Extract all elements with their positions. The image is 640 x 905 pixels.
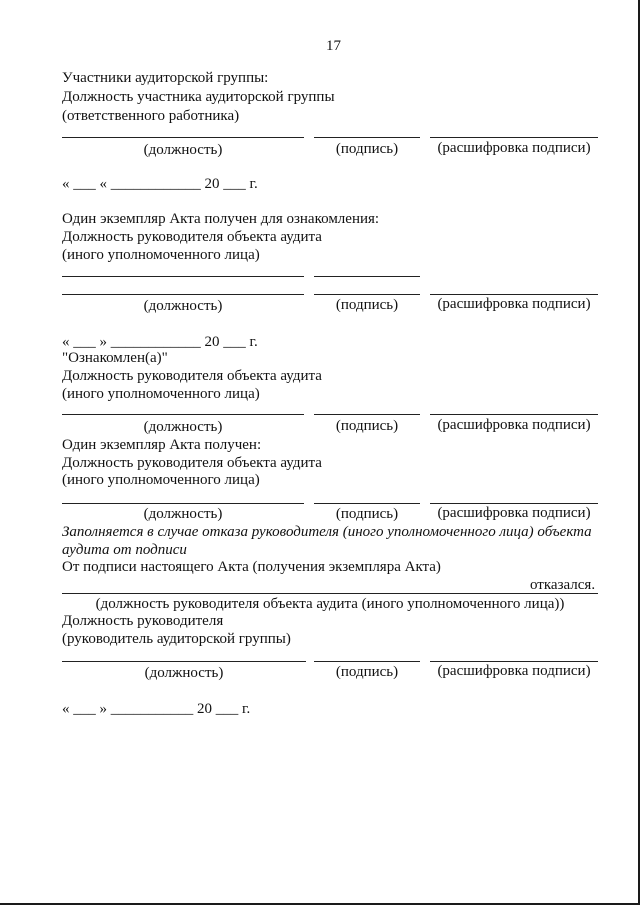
date-line: « ___ « ____________ 20 ___ г.	[62, 176, 258, 192]
page-number: 17	[326, 38, 341, 54]
signature-blank-line	[314, 137, 420, 138]
decoding-blank-line	[430, 414, 598, 415]
copy-received-heading: Один экземпляр Акта получен для ознакомления:	[62, 211, 380, 227]
decoding-blank-line	[430, 661, 598, 662]
position-caption: (должность)	[143, 506, 223, 522]
audit-group-heading: Участники аудиторской группы:	[62, 70, 269, 86]
refusal-statement: От подписи настоящего Акта (получения экземпляра Акта)	[62, 559, 441, 575]
signature-caption: (подпись)	[335, 141, 399, 157]
signature-caption: (подпись)	[335, 297, 399, 313]
refusal-instruction-line2: аудита от подписи	[62, 542, 187, 558]
position-caption: (должность)	[143, 298, 223, 314]
signature-blank-line	[314, 503, 420, 504]
acknowledged-heading: "Ознакомлен(а)"	[62, 350, 168, 366]
position-blank-line	[62, 661, 306, 662]
copy-received-heading: Один экземпляр Акта получен:	[62, 437, 262, 453]
position-caption: (должность)	[143, 419, 223, 435]
date-line: « ___ » ___________ 20 ___ г.	[62, 701, 251, 717]
decoding-blank-line	[430, 137, 598, 138]
signature-caption: (подпись)	[335, 418, 399, 434]
audit-member-position-note: (ответственного работника)	[62, 108, 240, 124]
refusal-caption: (должность руководителя объекта аудита (иного уполномоченного лица))	[95, 596, 565, 612]
decoding-blank-line	[430, 294, 598, 295]
decoding-caption: (расшифровка подписи)	[437, 663, 591, 679]
signature-blank-line	[314, 414, 420, 415]
head-position-note: (иного уполномоченного лица)	[62, 386, 260, 402]
signature-blank-line	[314, 276, 420, 277]
date-line: « ___ » ____________ 20 ___ г.	[62, 334, 258, 350]
decoding-blank-line	[430, 503, 598, 504]
position-blank-line	[62, 503, 304, 504]
position-caption: (должность)	[144, 665, 224, 681]
decoding-caption: (расшифровка подписи)	[437, 417, 591, 433]
position-caption: (должность)	[143, 142, 223, 158]
decoding-caption: (расшифровка подписи)	[437, 140, 591, 156]
group-leader-position-line: Должность руководителя	[62, 613, 224, 629]
audit-member-position-line: Должность участника аудиторской группы	[62, 89, 335, 105]
head-position-note: (иного уполномоченного лица)	[62, 472, 260, 488]
group-leader-position-note: (руководитель аудиторской группы)	[62, 631, 291, 647]
signature-caption: (подпись)	[335, 506, 399, 522]
position-blank-line	[62, 294, 304, 295]
signature-blank-line	[314, 294, 420, 295]
head-position-note: (иного уполномоченного лица)	[62, 247, 260, 263]
refusal-blank-line	[62, 593, 598, 594]
signature-blank-line	[314, 661, 420, 662]
decoding-caption: (расшифровка подписи)	[437, 296, 591, 312]
refusal-instruction-line1: Заполняется в случае отказа руководителя (иного уполномоченного лица) объекта	[62, 524, 592, 540]
signature-caption: (подпись)	[335, 664, 399, 680]
refused-text: отказался.	[530, 577, 596, 593]
position-blank-line	[62, 276, 304, 277]
head-position-line: Должность руководителя объекта аудита	[62, 455, 322, 471]
head-position-line: Должность руководителя объекта аудита	[62, 229, 322, 245]
head-position-line: Должность руководителя объекта аудита	[62, 368, 322, 384]
position-blank-line	[62, 137, 304, 138]
decoding-caption: (расшифровка подписи)	[437, 505, 591, 521]
position-blank-line	[62, 414, 304, 415]
